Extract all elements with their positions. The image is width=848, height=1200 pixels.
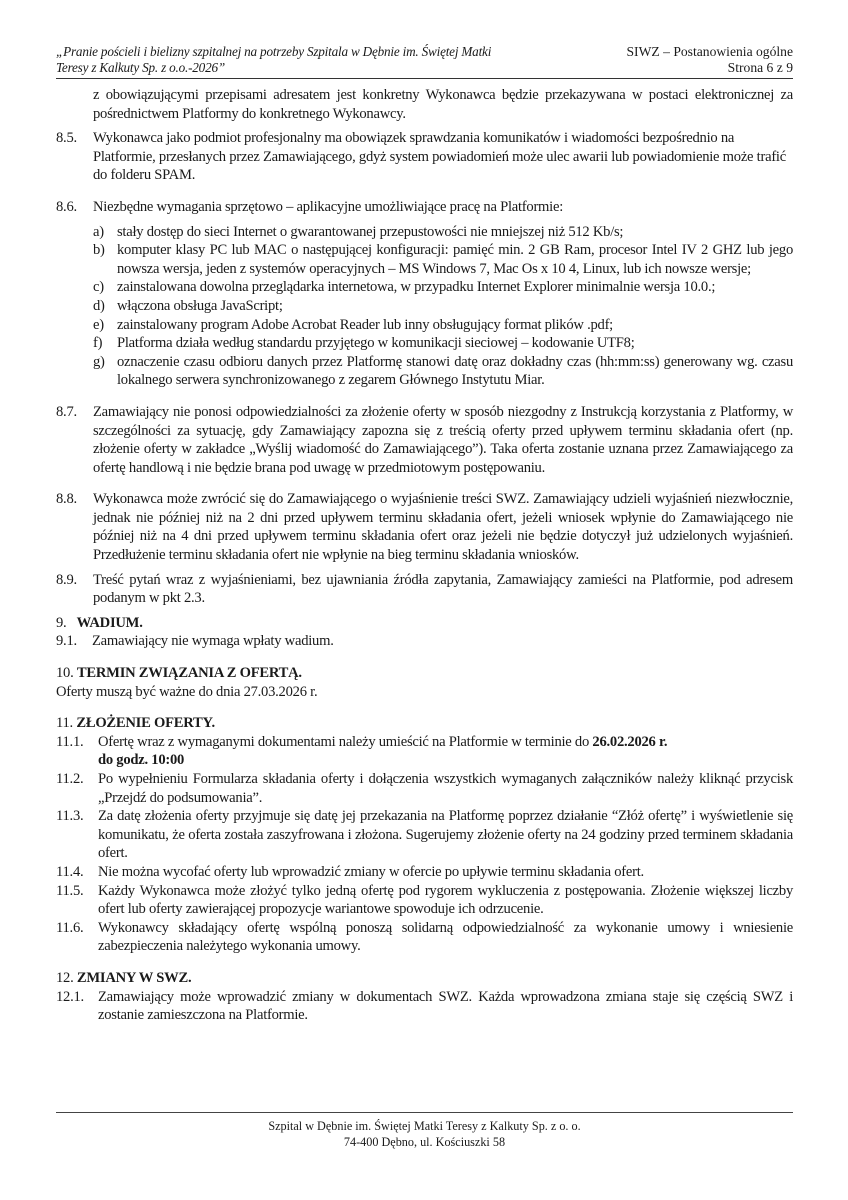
paragraph-number: 11.1.	[56, 733, 84, 750]
list-item-d	[56, 297, 793, 316]
deadline-date: 26.02.2026 r.	[592, 733, 668, 750]
list-letter: e)	[93, 316, 104, 333]
paragraph-8-6	[56, 198, 793, 217]
paragraph-text: Zamawiający nie wymaga wpłaty wadium.	[92, 633, 334, 650]
section-9-heading	[56, 614, 793, 633]
list-letter: c)	[93, 279, 104, 296]
paragraph-8-5	[56, 129, 793, 185]
paragraph-number: 11.3.	[56, 808, 84, 825]
page-number: Strona 6 z 9	[727, 60, 793, 75]
paragraph-12-1	[56, 988, 793, 1025]
paragraph-text: Wykonawcy składający ofertę wspólną ponoszą solidarną odpowiedzialność za wykonanie umowy i wniesienie zabezpieczenia należytego wykonania umowy.	[98, 919, 793, 955]
section-number: 10.	[56, 665, 74, 682]
list-text: oznaczenie czasu odbioru danych przez Platformę stanowi datę oraz dokładny czas (hh:mm:ss) generowany wg. czasu lokalnego serwera synchronizowanego z zegarem Głównego Instytutu Miar.	[117, 353, 793, 389]
section-11-heading	[56, 714, 793, 733]
section-title: ZŁOŻENIE OFERTY.	[76, 715, 215, 732]
paragraph-number: 11.6.	[56, 919, 84, 936]
paragraph-11-6	[56, 919, 793, 956]
footer-company: Szpital w Dębnie im. Świętej Matki Teresy z Kalkuty Sp. z o. o.	[268, 1119, 581, 1133]
paragraph-8-9	[56, 571, 793, 608]
list-text: Platforma działa według standardu przyjętego w komunikacji sieciowej – kodowanie UTF8;	[117, 335, 635, 352]
list-text: zainstalowana dowolna przeglądarka internetowa, w przypadku Internet Explorer minimalnie wersja 10.0.;	[117, 279, 716, 296]
paragraph-11-2	[56, 770, 793, 807]
paragraph-text: Wykonawca może zwrócić się do Zamawiającego o wyjaśnienie treści SWZ. Zamawiający udzieli wyjaśnień niezwłocznie, jednak nie później niż na 2 dni przed upływem terminu składania ofert, jeżeli wniosek wpłynie do Zamawiającego nie później niż na 4 dni przed upływem terminu składania ofert oraz jeżeli nie będzie dotyczył już udzielonych wyjaśnień. Przedłużenie terminu składania ofert nie wpłynie na bieg terminu składania wniosków.	[93, 491, 793, 564]
paragraph-text: Za datę złożenia oferty przyjmuje się datę jej przekazania na Platformę poprzez działanie “Złóż ofertę” i wyświetlenie się komunikatu, że oferta została zaszyfrowana i złożona. Sugerujemy złożenie oferty na 24 godziny przed terminem składania ofert.	[98, 808, 793, 862]
paragraph-number: 12.1.	[56, 988, 84, 1005]
section-10-heading	[56, 664, 793, 683]
paragraph-number: 8.5.	[56, 130, 77, 147]
paragraph-text: Niezbędne wymagania sprzętowo – aplikacyjne umożliwiające pracę na Platformie:	[93, 198, 563, 215]
paragraph-text: Treść pytań wraz z wyjaśnieniami, bez ujawniania źródła zapytania, Zamawiający zamieści na Platformie, pod adresem podanym w pkt 2.3.	[93, 571, 793, 607]
paragraph-number: 11.4.	[56, 863, 84, 880]
section-number: 9.	[56, 614, 67, 631]
section-12-heading	[56, 969, 793, 988]
paragraph-9-1	[56, 632, 793, 651]
continuation-paragraph: z obowiązującymi przepisami adresatem jest konkretny Wykonawca będzie przekazywana w postaci elektronicznej za pośrednictwem Platformy do konkretnego Wykonawcy.	[93, 87, 793, 122]
paragraph-8-8	[56, 490, 793, 564]
list-item-b	[56, 241, 793, 278]
paragraph-11-3	[56, 807, 793, 863]
footer-address: 74-400 Dębno, ul. Kościuszki 58	[343, 1135, 506, 1149]
paragraph-text: Każdy Wykonawca może złożyć tylko jedną ofertę pod rygorem wykluczenia z postępowania. Złożenie większej liczby ofert lub oferty zawierającej propozycje wariantowe spowoduje ich odrzucenie.	[98, 882, 793, 918]
section-number: 11.	[56, 715, 73, 732]
paragraph-number: 8.9.	[56, 571, 77, 588]
list-text: stały dostęp do sieci Internet o gwarantowanej przepustowości nie mniejszej niż 512 Kb/s;	[117, 223, 624, 240]
list-item-g	[56, 353, 793, 390]
deadline-time: do godz. 10:00	[98, 752, 185, 769]
paragraph-number: 11.2.	[56, 771, 84, 787]
paragraph-number: 11.5.	[56, 882, 84, 899]
paragraph-text: Wykonawca jako podmiot profesjonalny ma obowiązek sprawdzania komunikatów i wiadomości bezpośrednio na Platformie, przesłanych przez Zamawiającego, gdyż system powiadomień może ulec awarii lub powiadomienie może trafić do folderu SPAM.	[93, 130, 786, 184]
header-meta	[627, 44, 794, 76]
paragraph-number: 8.8.	[56, 491, 77, 508]
paragraph-number: 8.6.	[56, 198, 77, 215]
list-text: włączona obsługa JavaScript;	[117, 297, 283, 314]
document-title	[56, 44, 491, 76]
list-letter: f)	[93, 335, 103, 352]
paragraph-10-text: Oferty muszą być ważne do dnia 27.03.2026 r.	[56, 683, 318, 700]
paragraph-text: Nie można wycofać oferty lub wprowadzić zmiany w ofercie po upływie terminu składania ofert.	[98, 863, 644, 880]
paragraph-11-1	[56, 733, 793, 770]
paragraph-number: 8.7.	[56, 403, 77, 420]
list-text: komputer klasy PC lub MAC o następującej konfiguracji: pamięć min. 2 GB Ram, procesor Intel IV 2 GHZ lub jego nowsza wersja, jeden z systemów operacyjnych – MS Windows 7, Mac Os x 10 4, Linux, lub ich nowsze wersje;	[117, 242, 793, 277]
title-line-2: Teresy z Kalkuty Sp. z o.o.-2026”	[56, 60, 225, 75]
paragraph-8-7	[56, 403, 793, 477]
section-number: 12.	[56, 969, 74, 986]
list-letter: g)	[93, 353, 105, 370]
list-item-a	[56, 223, 793, 242]
title-line-1: „Pranie pościeli i bielizny szpitalnej na potrzeby Szpitala w Dębnie im. Świętej Matki	[56, 44, 492, 59]
list-text: zainstalowany program Adobe Acrobat Reader lub inny obsługujący format plików .pdf;	[117, 316, 613, 333]
list-item-c	[56, 278, 793, 297]
paragraph-11-5	[56, 882, 793, 919]
section-label: SIWZ – Postanowienia ogólne	[626, 44, 793, 59]
section-title: TERMIN ZWIĄZANIA Z OFERTĄ.	[76, 665, 302, 682]
list-letter: d)	[93, 297, 105, 314]
document-body	[56, 86, 793, 1025]
section-title: ZMIANY W SWZ.	[76, 969, 192, 986]
paragraph-text: Po wypełnieniu Formularza składania oferty i dołączenia wszystkich wymaganych załączników należy kliknąć przycisk „Przejdź do podsumowania”.	[98, 771, 793, 806]
paragraph-text: Zamawiający może wprowadzić zmiany w dokumentach SWZ. Każda wprowadzona zmiana staje się częścią SWZ i zostanie zamieszczona na Platformie.	[98, 988, 793, 1024]
list-item-e	[56, 316, 793, 335]
footer-divider	[56, 1112, 793, 1113]
paragraph-text: Zamawiający nie ponosi odpowiedzialności za złożenie oferty w sposób niezgodny z Instrukcją korzystania z Platformy, w szczególności za sytuację, gdy Zamawiający zapozna się z treścią oferty przed upływem terminu składania ofert (np. złożenie oferty w zakładce „Wyślij wiadomość do Zamawiającego”). Taka oferta zostanie uznana przez Zamawiającego za ofertę handlową i nie będzie brana pod uwagę w przedmiotowym postępowaniu.	[93, 403, 793, 476]
page-header	[56, 44, 793, 79]
list-letter: a)	[93, 223, 104, 240]
list-item-f	[56, 334, 793, 353]
list-letter: b)	[93, 242, 105, 259]
paragraph-11-4	[56, 863, 793, 882]
section-title: WADIUM.	[76, 614, 143, 631]
paragraph-text: Ofertę wraz z wymaganymi dokumentami należy umieścić na Platformie w terminie do	[98, 733, 593, 750]
paragraph-number: 9.1.	[56, 633, 77, 650]
page-footer	[56, 1118, 793, 1150]
